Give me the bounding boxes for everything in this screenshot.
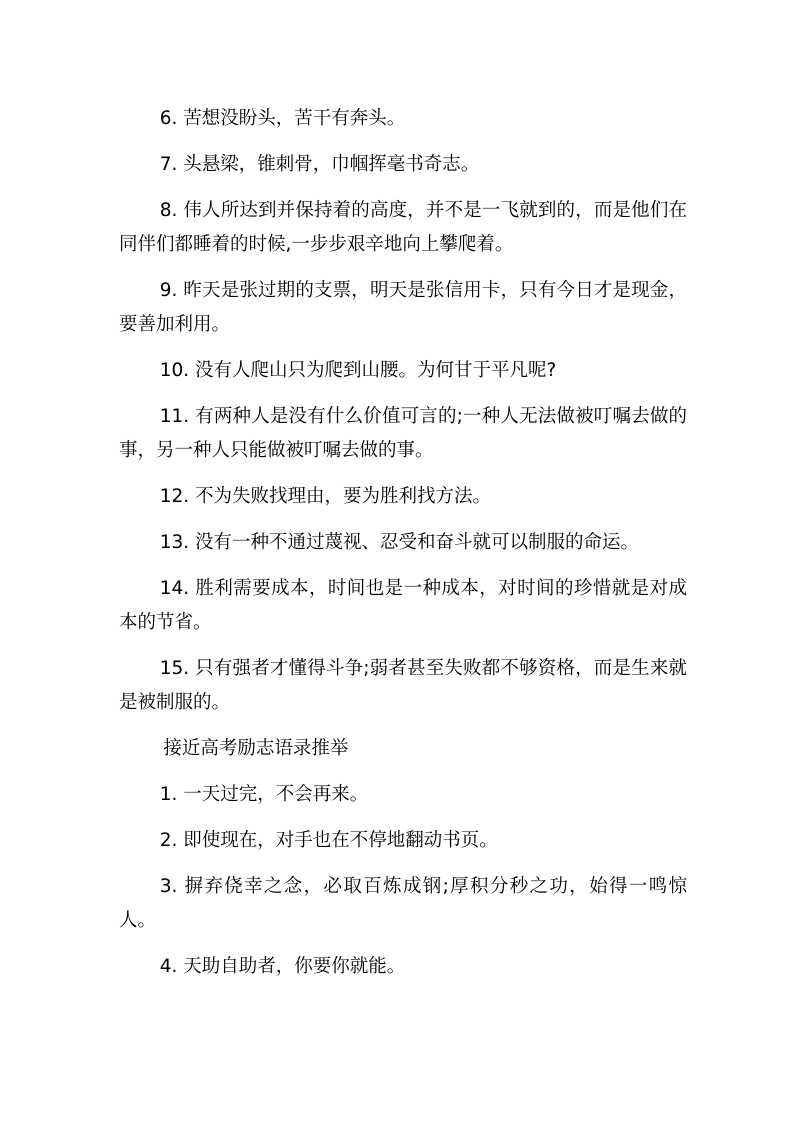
quote-paragraph: 8. 伟人所达到并保持着的高度，并不是一飞就到的，而是他们在同伴们都睡着的时候,一步步艰辛地向上攀爬着。 (119, 200, 687, 255)
section-heading: 接近高考励志语录推举 (163, 738, 349, 759)
quote-paragraph: 12. 不为失败找理由，要为胜利找方法。 (159, 486, 491, 507)
quote-paragraph: 10. 没有人爬山只为爬到山腰。为何甘于平凡呢? (159, 360, 557, 381)
quote-paragraph: 11. 有两种人是没有什么价值可言的;一种人无法做被叮嘱去做的事，另一种人只能做被叮嘱去做的事。 (119, 406, 687, 461)
quote-paragraph: 4. 天助自助者，你要你就能。 (159, 956, 406, 977)
quote-paragraph: 14. 胜利需要成本，时间也是一种成本，对时间的珍惜就是对成本的节省。 (119, 578, 687, 633)
quote-paragraph: 2. 即使现在，对手也在不停地翻动书页。 (159, 830, 498, 851)
quote-paragraph: 7. 头悬梁，锥刺骨，巾帼挥毫书奇志。 (159, 154, 480, 175)
quote-paragraph: 3. 摒弃侥幸之念，必取百炼成钢;厚积分秒之功，始得一鸣惊人。 (119, 876, 687, 931)
quote-paragraph: 1. 一天过完，不会再来。 (159, 784, 369, 805)
quote-paragraph: 13. 没有一种不通过蔑视、忍受和奋斗就可以制服的命运。 (159, 532, 639, 553)
quote-paragraph: 6. 苦想没盼头，苦干有奔头。 (159, 108, 406, 129)
document-body (119, 102, 687, 996)
quote-paragraph: 15. 只有强者才懂得斗争;弱者甚至失败都不够资格，而是生来就是被制服的。 (119, 658, 687, 713)
quote-paragraph: 9. 昨天是张过期的支票，明天是张信用卡，只有今日才是现金，要善加利用。 (119, 280, 687, 335)
